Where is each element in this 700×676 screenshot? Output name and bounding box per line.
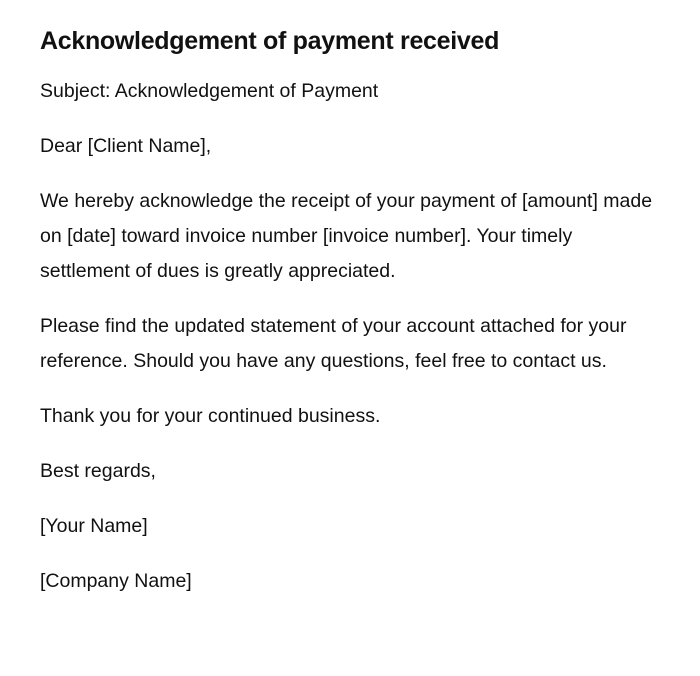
- document-title: Acknowledgement of payment received: [40, 27, 500, 55]
- body-paragraph-2: Please find the updated statement of your account attached for your reference. Should you have any questions, feel free to contact us.: [40, 315, 627, 372]
- salutation: Dear [Client Name],: [40, 135, 212, 157]
- closing-line: Best regards,: [40, 460, 156, 482]
- sender-name: [Your Name]: [40, 515, 148, 537]
- body-paragraph-1: We hereby acknowledge the receipt of your payment of [amount] made on [date] toward invoice number [invoice number]. Your timely settlement of dues is greatly appreciated.: [40, 190, 653, 282]
- company-name: [Company Name]: [40, 570, 192, 592]
- thank-you-line: Thank you for your continued business.: [40, 405, 381, 427]
- subject-line: Subject: Acknowledgement of Payment: [40, 80, 379, 102]
